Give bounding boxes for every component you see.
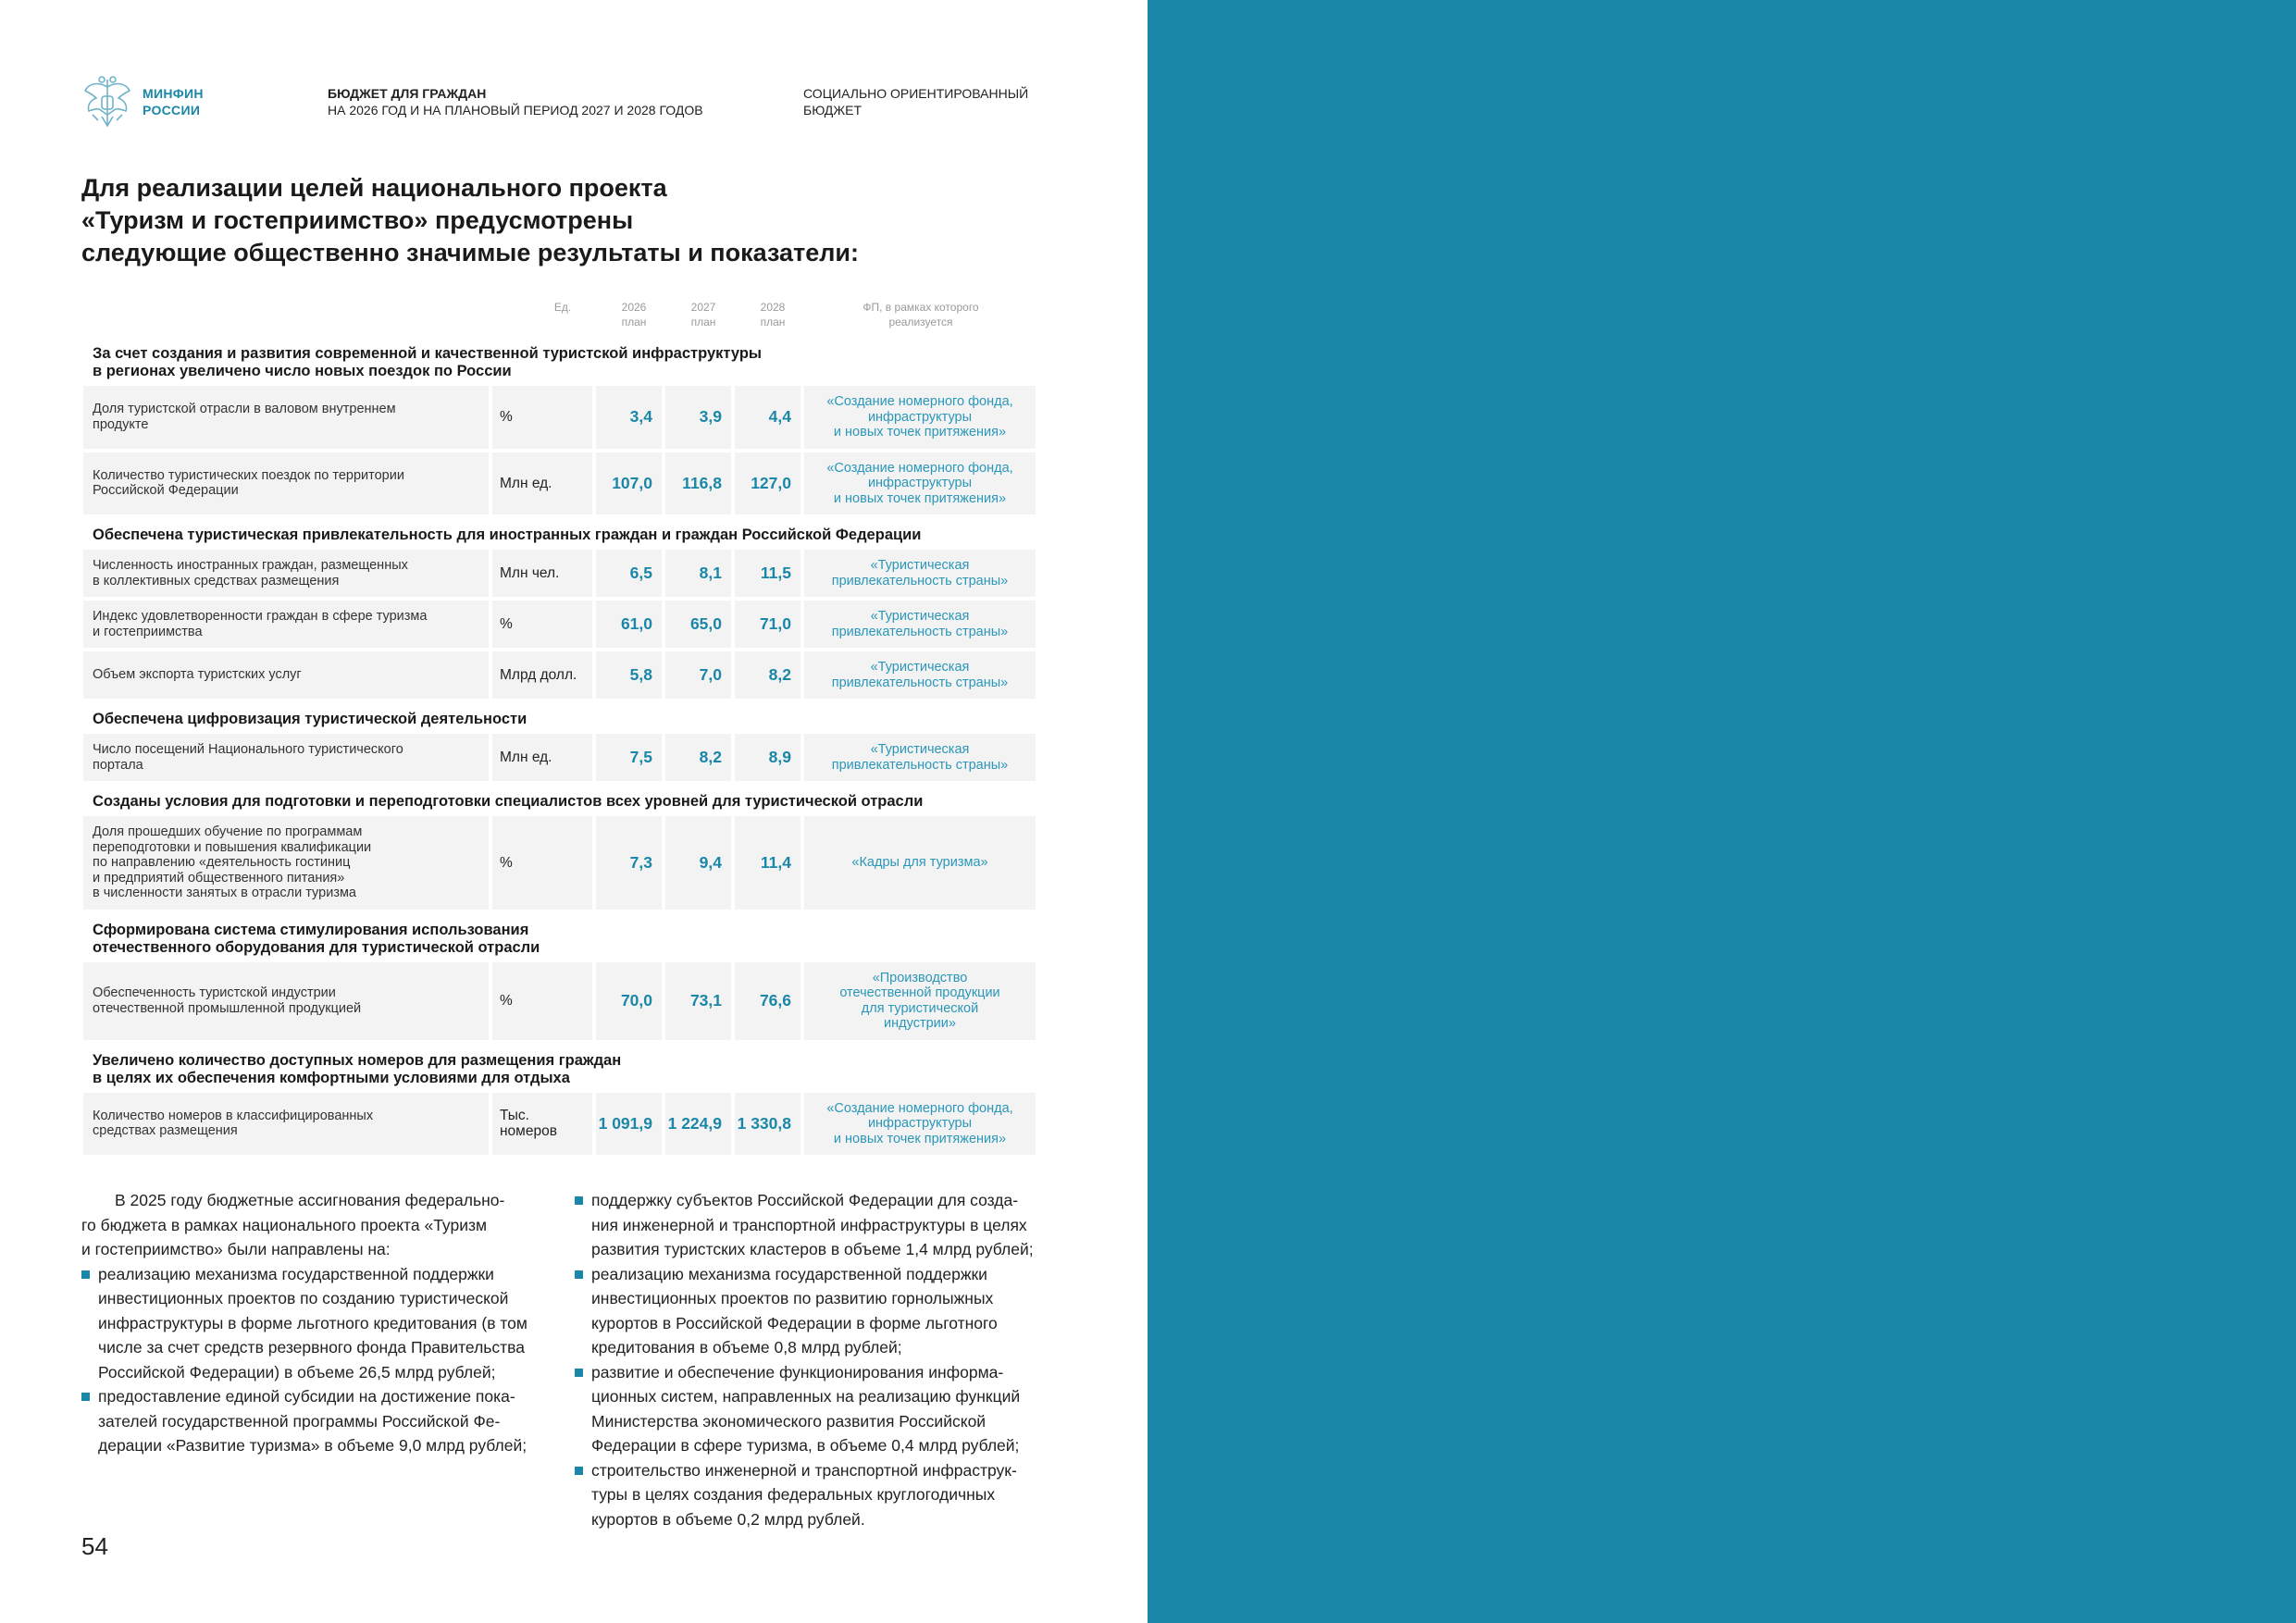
text-line: дерации «Развитие туризма» в объеме 9,0 млрд рублей; — [98, 1436, 527, 1455]
value-2027: 116,8 — [665, 452, 731, 515]
text-line: инвестиционных проектов по созданию туристической — [98, 1289, 509, 1307]
value-2026: 7,3 — [596, 816, 662, 910]
unit-text — [500, 993, 513, 1009]
text-line: инфраструктуры в форме льготного кредитования (в том — [98, 1313, 527, 1332]
text-line: Тыс. — [500, 1108, 529, 1124]
text-line: Сформирована система стимулирования использования — [93, 921, 529, 938]
text-line: Объем экспорта туристских услуг — [93, 667, 302, 683]
federal-project-text — [832, 660, 1008, 690]
text-line: в регионах увеличено число новых поездок по России — [93, 363, 512, 379]
bullet-marker-icon — [81, 1393, 90, 1401]
decorative-panel — [1148, 0, 2296, 1623]
bullet-marker-icon — [575, 1270, 583, 1279]
table-row — [83, 651, 1049, 699]
bullet-item — [575, 1188, 1050, 1262]
value-2028: 71,0 — [735, 601, 800, 648]
text-line: отечественной продукции — [839, 985, 1000, 1000]
text-line: Министерства экономического развития Российской — [591, 1411, 987, 1431]
text-line: инфраструктуры — [867, 1116, 973, 1131]
title-line: Для реализации целей национального проекта — [81, 174, 667, 202]
intro-paragraph — [81, 1188, 557, 1262]
bullet-marker-icon — [575, 1467, 583, 1475]
text-line: В 2025 году бюджетные ассигнования федерально- — [115, 1191, 505, 1209]
text-line: реализацию механизма государственной поддержки — [591, 1264, 987, 1283]
text-line: предоставление единой субсидии на достижение пока- — [98, 1387, 515, 1406]
section-heading — [83, 702, 1049, 734]
budget-title: БЮДЖЕТ ДЛЯ ГРАЖДАН — [328, 86, 487, 101]
text-line: инвестиционных проектов по развитию горнолыжных — [591, 1289, 994, 1307]
table-body — [83, 337, 1049, 1155]
text-line: «Туристическая — [870, 558, 970, 573]
federal-project — [804, 386, 1036, 449]
col-fp-line: реализуется — [888, 316, 953, 328]
indicator-text — [93, 742, 403, 773]
bullet-item — [81, 1262, 557, 1385]
federal-project — [804, 734, 1036, 781]
coat-of-arms-icon — [81, 74, 133, 131]
value-2026: 107,0 — [596, 452, 662, 515]
bullet-item — [575, 1458, 1050, 1532]
section-heading — [83, 1044, 1049, 1093]
text-line: «Кадры для туризма» — [851, 855, 988, 870]
text-line: Количество туристических поездок по территории — [93, 467, 404, 483]
section-heading — [83, 785, 1049, 816]
federal-project-text — [826, 461, 1012, 507]
text-line: курортов в Российской Федерации в форме льготного — [591, 1313, 998, 1332]
federal-project-text — [826, 1101, 1012, 1147]
text-line: % — [500, 409, 513, 426]
text-line: Млн ед. — [500, 475, 552, 491]
value-2026: 7,5 — [596, 734, 662, 781]
text-line: ционных систем, направленных на реализацию функций — [591, 1387, 1021, 1406]
indicator-text — [93, 558, 408, 588]
unit-text — [500, 409, 513, 425]
federal-project-text — [851, 855, 987, 871]
text-line: Российской Федерации — [93, 483, 239, 499]
col-plan: план — [690, 316, 716, 328]
text-line: номеров — [500, 1123, 557, 1140]
col-fp-line: ФП, в рамках которого — [863, 301, 979, 314]
indicator-name — [83, 816, 489, 910]
col-2026 — [602, 300, 666, 329]
text-line: Число посещений Национального туристического — [93, 742, 403, 757]
federal-project-text — [839, 971, 999, 1032]
col-year: 2027 — [690, 301, 716, 314]
indicator-text — [93, 985, 361, 1016]
value-2027: 65,0 — [665, 601, 731, 648]
text-line: и новых точек притяжения» — [833, 425, 1007, 440]
col-2027 — [671, 300, 736, 329]
value-2026: 70,0 — [596, 962, 662, 1040]
org-line: МИНФИН — [143, 86, 204, 101]
budget-header — [328, 85, 703, 118]
org-line: РОССИИ — [143, 103, 201, 118]
text-line: курортов в объеме 0,2 млрд рублей. — [591, 1509, 865, 1529]
text-line: ния инженерной и транспортной инфраструктуры в целях — [591, 1215, 1027, 1234]
text-line: го бюджета в рамках национального проекта «Туризм — [81, 1215, 488, 1234]
col-unit: Ед. — [553, 301, 572, 314]
org-name — [143, 85, 204, 118]
text-line: Обеспечена туристическая привлекательность для иностранных граждан и граждан Российской Федерации — [93, 527, 922, 543]
unit-text — [500, 855, 513, 871]
value-2027: 8,2 — [665, 734, 731, 781]
value-2028: 76,6 — [735, 962, 800, 1040]
text-line: Млн ед. — [500, 750, 552, 765]
text-line: отечественного оборудования для туристической отрасли — [93, 938, 540, 956]
bullet-item — [81, 1384, 557, 1458]
section-heading — [83, 913, 1049, 962]
text-line: и гостеприимство» были направлены на: — [81, 1240, 391, 1258]
value-2028: 11,4 — [735, 816, 800, 910]
text-line: по направлению «деятельность гостиниц — [93, 855, 351, 870]
text-column-right — [575, 1188, 1050, 1531]
table-row — [83, 452, 1049, 515]
value-2028: 11,5 — [735, 550, 800, 597]
bullet-marker-icon — [81, 1270, 90, 1279]
value-2028: 1 330,8 — [735, 1093, 800, 1156]
unit-text — [500, 616, 513, 632]
text-line: Федерации в сфере туризма, в объеме 0,4 млрд рублей; — [591, 1436, 1020, 1455]
section-label — [803, 85, 1072, 118]
unit-text — [500, 476, 552, 491]
federal-project — [804, 816, 1036, 910]
text-line: для туристической — [861, 1000, 979, 1016]
indicator-name — [83, 601, 489, 648]
unit-cell — [492, 962, 592, 1040]
text-line: % — [500, 854, 513, 871]
text-line: Обеспечена цифровизация туристической деятельности — [93, 711, 527, 727]
bullet-list — [81, 1262, 557, 1458]
table-row — [83, 734, 1049, 781]
indicator-name — [83, 962, 489, 1040]
text-line: За счет создания и развития современной и качественной туристской инфраструктуры — [93, 345, 763, 362]
text-column-left — [81, 1188, 557, 1458]
federal-project-text — [832, 609, 1008, 639]
unit-cell — [492, 816, 592, 910]
text-line: Численность иностранных граждан, размещенных — [93, 558, 408, 573]
bullet-list — [575, 1188, 1050, 1531]
value-2026: 3,4 — [596, 386, 662, 449]
text-line: переподготовки и повышения квалификации — [93, 839, 372, 855]
text-line: Созданы условия для подготовки и переподготовки специалистов всех уровней для туристической отрасли — [93, 793, 924, 810]
text-line: «Создание номерного фонда, — [826, 1100, 1013, 1116]
text-line: продукте — [93, 416, 149, 432]
unit-cell — [492, 452, 592, 515]
page-number: 54 — [81, 1532, 108, 1560]
col-year: 2026 — [621, 301, 647, 314]
indicator-text — [93, 824, 371, 901]
unit-cell — [492, 601, 592, 648]
value-2026: 5,8 — [596, 651, 662, 699]
text-line: Доля туристской отрасли в валовом внутреннем — [93, 402, 396, 417]
text-line: в целях их обеспечения комфортными условиями для отдыха — [93, 1069, 570, 1086]
table-row — [83, 816, 1049, 910]
text-line: инфраструктуры — [867, 409, 973, 425]
federal-project-text — [832, 742, 1008, 773]
value-2027: 8,1 — [665, 550, 731, 597]
federal-project — [804, 1093, 1036, 1156]
indicator-text — [93, 667, 302, 683]
text-line: привлекательность страны» — [831, 624, 1009, 639]
text-line: числе за счет средств резервного фонда Правительства — [98, 1338, 526, 1357]
table-header — [83, 298, 1049, 337]
budget-subtitle: НА 2026 ГОД И НА ПЛАНОВЫЙ ПЕРИОД 2027 И 2028 ГОДОВ — [328, 103, 703, 118]
indicator-text — [93, 1109, 373, 1139]
indicator-name — [83, 734, 489, 781]
text-line: % — [500, 993, 513, 1009]
indicator-name — [83, 651, 489, 699]
value-2028: 127,0 — [735, 452, 800, 515]
text-line: «Создание номерного фонда, — [826, 460, 1013, 476]
unit-cell — [492, 386, 592, 449]
text-line: «Туристическая — [870, 742, 970, 757]
table-row — [83, 386, 1049, 449]
table-row — [83, 601, 1049, 648]
federal-project — [804, 651, 1036, 699]
indicator-text — [93, 609, 427, 639]
federal-project — [804, 452, 1036, 515]
text-line: «Производство — [872, 970, 968, 985]
text-line: развитие и обеспечение функционирования информа- — [591, 1362, 1004, 1381]
text-line: Увеличено количество доступных номеров для размещения граждан — [93, 1051, 622, 1069]
value-2028: 4,4 — [735, 386, 800, 449]
text-line: «Создание номерного фонда, — [826, 394, 1013, 409]
indicator-name — [83, 452, 489, 515]
value-2028: 8,9 — [735, 734, 800, 781]
indicator-text — [93, 402, 396, 432]
text-line: и новых точек притяжения» — [833, 1131, 1007, 1146]
bullet-item — [575, 1360, 1050, 1458]
text-line: строительство инженерной и транспортной инфраструк- — [591, 1460, 1017, 1480]
unit-cell — [492, 651, 592, 699]
text-line: «Туристическая — [870, 609, 970, 624]
unit-cell — [492, 1093, 592, 1156]
value-2026: 1 091,9 — [596, 1093, 662, 1156]
text-line: индустрии» — [884, 1016, 956, 1031]
text-line: Обеспеченность туристской индустрии — [93, 985, 336, 1000]
value-2027: 3,9 — [665, 386, 731, 449]
text-line: Индекс удовлетворенности граждан в сфере туризма — [93, 609, 428, 624]
text-line: отечественной промышленной продукцией — [93, 1000, 362, 1016]
text-line: Количество номеров в классифицированных — [93, 1108, 374, 1123]
text-line: привлекательность страны» — [831, 675, 1009, 690]
federal-project-text — [826, 394, 1012, 440]
text-line: средствах размещения — [93, 1123, 238, 1139]
table-row — [83, 1093, 1049, 1156]
bullet-marker-icon — [575, 1369, 583, 1377]
value-2026: 61,0 — [596, 601, 662, 648]
col-plan: план — [760, 316, 786, 328]
text-line: развития туристских кластеров в объеме 1,4 млрд рублей; — [591, 1240, 1034, 1258]
value-2027: 1 224,9 — [665, 1093, 731, 1156]
text-line: Млн чел. — [500, 565, 560, 581]
title-line: следующие общественно значимые результаты и показатели: — [81, 239, 860, 266]
text-line: и гостеприимства — [93, 624, 203, 639]
col-year: 2028 — [760, 301, 786, 314]
section-label-line: БЮДЖЕТ — [803, 103, 863, 118]
text-line: и предприятий общественного питания» — [93, 870, 345, 886]
value-2028: 8,2 — [735, 651, 800, 699]
unit-cell — [492, 550, 592, 597]
unit-cell — [492, 734, 592, 781]
federal-project-text — [832, 558, 1008, 588]
text-line: % — [500, 616, 513, 632]
section-heading — [83, 518, 1049, 550]
text-line: поддержку субъектов Российской Федерации для созда- — [591, 1191, 1019, 1209]
indicator-name — [83, 1093, 489, 1156]
indicator-name — [83, 550, 489, 597]
text-line: зателей государственной программы Российской Фе- — [98, 1411, 501, 1431]
unit-text — [500, 750, 552, 765]
page-title — [81, 172, 1053, 269]
text-line: инфраструктуры — [867, 476, 973, 490]
value-2026: 6,5 — [596, 550, 662, 597]
indicators-table — [83, 298, 1049, 1158]
text-line: в коллективных средствах размещения — [93, 573, 340, 588]
text-line: привлекательность страны» — [831, 573, 1009, 588]
value-2027: 9,4 — [665, 816, 731, 910]
indicator-name — [83, 386, 489, 449]
indicator-text — [93, 468, 404, 499]
unit-text — [500, 1108, 557, 1139]
text-line: и новых точек притяжения» — [833, 490, 1007, 506]
unit-text — [500, 667, 577, 683]
table-row — [83, 962, 1049, 1040]
title-line: «Туризм и гостеприимство» предусмотрены — [81, 206, 634, 234]
text-line: Доля прошедших обучение по программам — [93, 824, 363, 839]
value-2027: 7,0 — [665, 651, 731, 699]
federal-project — [804, 550, 1036, 597]
section-heading — [83, 337, 1049, 386]
unit-text — [500, 565, 559, 581]
federal-project — [804, 601, 1036, 648]
table-row — [83, 550, 1049, 597]
col-plan: план — [621, 316, 647, 328]
text-line: привлекательность страны» — [831, 757, 1009, 773]
value-2027: 73,1 — [665, 962, 731, 1040]
federal-project — [804, 962, 1036, 1040]
col-2028 — [740, 300, 805, 329]
text-line: Млрд долл. — [500, 667, 577, 683]
text-line: туры в целях создания федеральных круглогодичных — [591, 1485, 996, 1504]
bullet-item — [575, 1262, 1050, 1360]
text-line: кредитования в объеме 0,8 млрд рублей; — [591, 1338, 902, 1357]
col-fp — [814, 300, 1027, 329]
text-line: в численности занятых в отрасли туризма — [93, 886, 356, 900]
text-line: портала — [93, 757, 143, 773]
section-label-line: СОЦИАЛЬНО ОРИЕНТИРОВАННЫЙ — [803, 86, 1029, 101]
bullet-marker-icon — [575, 1196, 583, 1205]
text-line: «Туристическая — [870, 660, 970, 675]
text-line: Российской Федерации) в объеме 26,5 млрд рублей; — [98, 1362, 496, 1381]
text-line: реализацию механизма государственной поддержки — [98, 1264, 494, 1283]
